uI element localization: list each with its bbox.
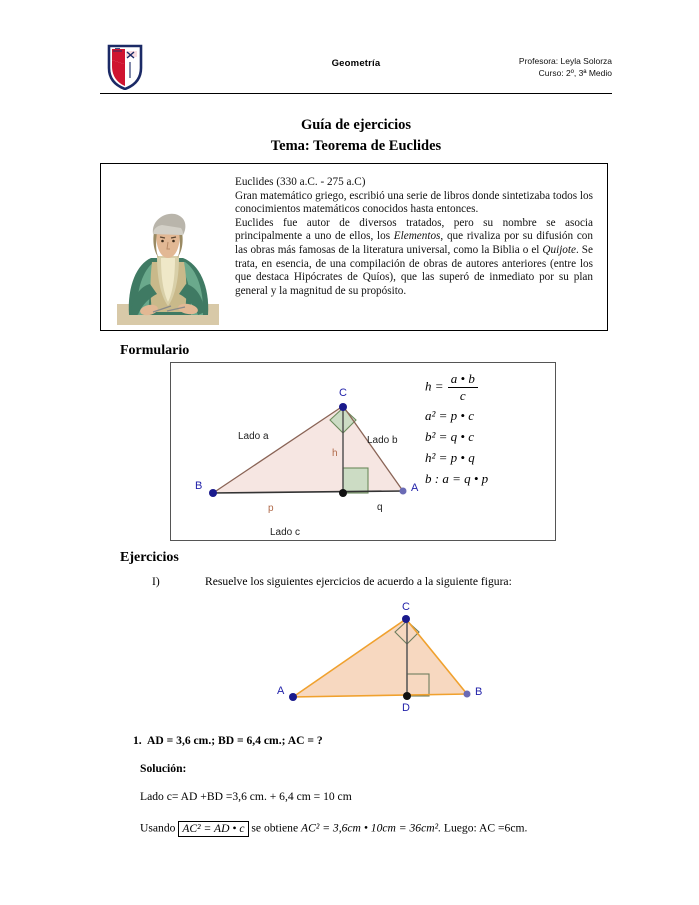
formula-h-fraction: [448, 371, 478, 404]
header-subject: Geometría: [331, 58, 381, 69]
formulario-box: [170, 362, 556, 541]
svg-text:B: B: [195, 480, 203, 492]
euclid-bio-text: [235, 176, 593, 298]
ejercicios-heading: Ejercicios: [120, 550, 179, 565]
svg-text:Lado c: Lado c: [270, 527, 301, 538]
solution-boxed-formula: AC² = AD • c: [178, 821, 248, 837]
solution-conclusion: Luego: AC =6cm.: [443, 821, 528, 835]
svg-text:Lado a: Lado a: [238, 431, 269, 442]
title-line-2: Tema: Teorema de Euclides: [270, 138, 442, 154]
page-header: [100, 44, 612, 90]
svg-text:C: C: [402, 601, 410, 613]
solution-line-1: Lado c= AD +BD =3,6 cm. + 6,4 cm = 10 cm: [140, 790, 352, 803]
bio-paragraph-1: Gran matemático griego, escribió una serie de libros donde sintetizaba todos los conocimientos matemáticos conocidos hasta entonces.: [235, 189, 593, 216]
title-line-1: Guía de ejercicios: [300, 117, 412, 133]
euclid-formula-list: [425, 371, 555, 492]
solution-label: Solución:: [140, 762, 187, 775]
euclid-portrait-image: [117, 212, 219, 325]
exercise-triangle-figure: [262, 596, 490, 714]
solution-line-2: [140, 821, 527, 837]
formula-b-squared: b² = q • c: [425, 429, 474, 444]
svg-text:D: D: [402, 702, 410, 714]
header-teacher: Profesora: Leyla Solorza: [518, 56, 612, 66]
svg-text:p: p: [268, 503, 274, 514]
formula-h: [425, 371, 555, 404]
ejercicio-item-roman: I): [152, 575, 160, 588]
svg-text:A: A: [411, 482, 419, 494]
svg-text:C: C: [339, 387, 347, 399]
bio-heading: Euclides (330 a.C. - 275 a.C): [235, 176, 366, 188]
bio-p2-italic-quijote: Quijote: [542, 243, 576, 256]
formula-h-squared: h² = p • q: [425, 450, 475, 465]
header-divider: [100, 93, 612, 94]
formula-h-eq: =: [434, 378, 444, 394]
solution-result-expression: AC² = 3,6cm • 10cm = 36cm².: [301, 821, 441, 835]
formula-h-lhs: h: [425, 378, 432, 394]
bio-p2-b: , que rivaliza por su difusión con las obras más famosas de la literatura universal, como la Biblia o el: [235, 230, 593, 256]
bio-p2-italic-elementos: Elementos: [393, 230, 441, 243]
formulario-heading: Formulario: [120, 343, 190, 358]
svg-text:B: B: [475, 686, 483, 698]
euclid-triangle-diagram: [171, 363, 423, 540]
formula-a-squared: a² = p • c: [425, 408, 474, 423]
question-1-number: 1.: [133, 734, 142, 747]
header-teacher-course: [519, 56, 612, 79]
page-title: [100, 115, 612, 157]
euclid-bio-box: [100, 163, 608, 331]
bio-p2-c: . Se trata, en esencia, de una compilación de obras de autores anteriores (entre los que destaca Hipócrates de Quíos), que las superó de inmediato por su plan general y la magnitud de su propósito.: [235, 243, 593, 297]
bio-p2-a: Euclides fue autor de diversos tratados, pero su nombre se asocia principalmente a uno de ellos, los: [235, 216, 593, 243]
svg-text:Lado b: Lado b: [367, 435, 398, 446]
formula-ratio: b : a = q • p: [425, 471, 489, 486]
question-1-statement: AD = 3,6 cm.; BD = 6,4 cm.; AC = ?: [147, 734, 323, 747]
header-course: Curso: 2º, 3ª Medio: [538, 67, 612, 78]
svg-text:A: A: [277, 685, 285, 697]
formula-h-numerator: a • b: [450, 371, 475, 386]
formula-h-denominator: c: [448, 387, 478, 404]
solution-se-obtiene-label: se obtiene: [251, 821, 299, 835]
solution-usando-label: Usando: [140, 821, 176, 835]
svg-text:q: q: [377, 502, 383, 513]
bio-paragraph-2: [235, 217, 593, 299]
ejercicio-item-instruction: Resuelve los siguientes ejercicios de acuerdo a la siguiente figura:: [205, 575, 512, 588]
svg-text:h: h: [332, 448, 338, 459]
